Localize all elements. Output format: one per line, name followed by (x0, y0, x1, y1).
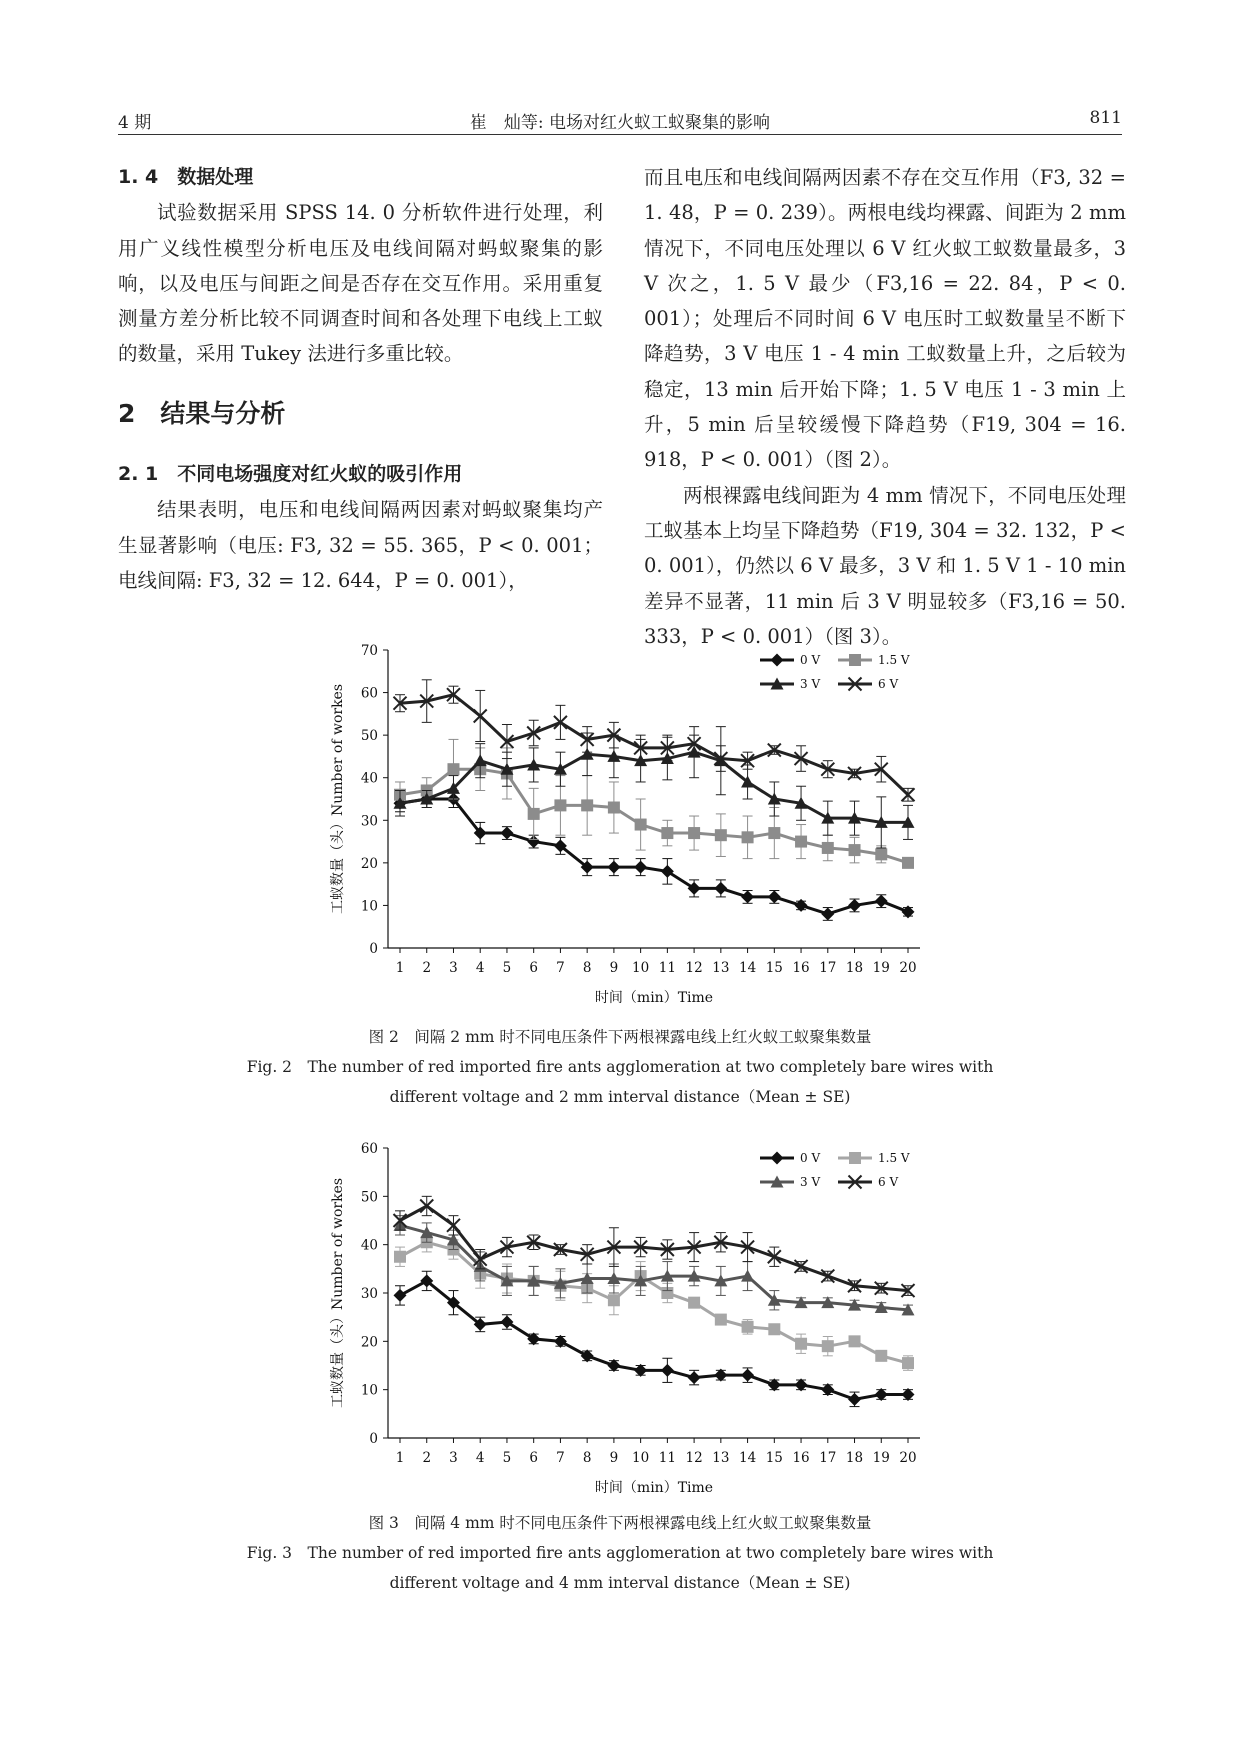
legend-marker (849, 1152, 861, 1164)
running-title: 崔 灿等: 电场对红火蚁工蚁聚集的影响 (469, 113, 771, 133)
y-tick-label: 50 (360, 1189, 378, 1206)
data-point (661, 1364, 674, 1377)
x-tick-label: 6 (529, 960, 538, 976)
legend-label: 0 V (800, 1151, 821, 1165)
data-point (768, 827, 780, 839)
x-tick-label: 20 (899, 960, 917, 976)
data-point (741, 1369, 754, 1382)
figure-3-caption-en-line1: Fig. 3 The number of red imported fire ants agglomeration at two completely bare wires with (246, 1544, 994, 1562)
x-tick-label: 14 (738, 1450, 757, 1466)
x-tick-label: 14 (738, 960, 757, 976)
legend (760, 653, 910, 691)
data-point (394, 1289, 407, 1302)
data-point (875, 895, 888, 908)
x-tick-label: 18 (845, 1450, 864, 1466)
section-2-heading: 2 结果与分析 (118, 398, 286, 428)
x-tick-label: 4 (475, 1450, 485, 1466)
x-tick-label: 3 (449, 1450, 458, 1466)
data-point (768, 890, 781, 903)
issue-number: 4 期 (118, 113, 152, 133)
data-point (822, 1340, 834, 1352)
data-point (608, 802, 620, 814)
y-tick-label: 60 (360, 685, 378, 702)
right-column (644, 160, 1126, 654)
data-point (635, 819, 647, 831)
figure-3-caption-en-line2: different voltage and 4 mm interval distance（Mean ± SE) (389, 1574, 851, 1592)
x-tick-label: 11 (658, 1450, 676, 1466)
legend-label: 6 V (878, 1175, 899, 1189)
x-axis-title: 时间（min）Time (594, 990, 714, 1006)
legend-label: 6 V (878, 677, 899, 691)
y-tick-label: 60 (360, 1141, 378, 1157)
x-tick-label: 9 (609, 960, 619, 976)
x-tick-label: 15 (765, 1450, 783, 1466)
x-tick-label: 11 (658, 960, 676, 976)
figure-2 (310, 640, 950, 1010)
y-tick-label: 30 (360, 1286, 378, 1302)
section-1-4-paragraph: 试验数据采用 SPSS 14. 0 分析软件进行处理，利用广义线性模型分析电压及电线间隔对蚂蚁聚集的影响，以及电压与间距之间是否存在交互作用。采用重复测量方差分析比较不同调查时间和各处理下电线上工蚁的数量，采用 Tukey 法进行多重比较。 (118, 201, 603, 366)
y-tick-label: 70 (360, 643, 378, 659)
section-2-1-paragraph: 结果表明，电压和电线间隔两因素对蚂蚁聚集均产生显著影响（电压: F3, 32 = 55. 365，P < 0. 001；电线间隔: F3, 32 = 12. 644，P = 0. 001）， (118, 498, 603, 592)
figure-3-chart (310, 1128, 950, 1498)
series-0-V (394, 1271, 915, 1406)
legend-marker (849, 654, 861, 666)
data-point (474, 754, 487, 766)
data-point (715, 829, 727, 841)
figure-3 (310, 1128, 950, 1498)
data-point (394, 1251, 406, 1263)
x-tick-label: 17 (819, 1450, 837, 1466)
x-tick-label: 1 (395, 960, 405, 976)
series-1-5-V (394, 1233, 914, 1371)
x-tick-label: 20 (899, 1450, 917, 1466)
data-point (661, 827, 673, 839)
x-tick-label: 8 (582, 1450, 592, 1466)
figure-3-caption (118, 1508, 1122, 1598)
x-tick-label: 18 (845, 960, 864, 976)
x-tick-label: 3 (449, 960, 458, 976)
x-tick-label: 9 (609, 1450, 619, 1466)
series-line (400, 799, 908, 914)
y-tick-label: 10 (360, 1382, 378, 1399)
data-point (634, 861, 647, 874)
data-point (715, 1314, 727, 1326)
x-tick-label: 16 (792, 1450, 810, 1466)
section-1-4-heading: 1. 4 数据处理 (118, 166, 254, 188)
x-tick-label: 4 (475, 960, 485, 976)
y-tick-label: 30 (360, 813, 378, 830)
figure-2-caption-en-line2: different voltage and 2 mm interval distance（Mean ± SE) (389, 1088, 851, 1106)
x-tick-label: 8 (582, 960, 592, 976)
x-tick-label: 12 (685, 1450, 703, 1466)
data-point (742, 1321, 754, 1333)
x-tick-label: 13 (712, 960, 730, 976)
data-point (902, 857, 914, 869)
x-tick-label: 2 (422, 960, 432, 976)
x-tick-label: 5 (502, 1450, 512, 1466)
x-tick-label: 19 (872, 960, 890, 976)
legend-label: 1.5 V (878, 1151, 910, 1165)
data-point (821, 907, 834, 920)
data-point (607, 861, 620, 874)
x-axis-title: 时间（min）Time (594, 1480, 714, 1496)
data-point (554, 799, 566, 811)
data-point (822, 842, 834, 854)
page-number: 811 (1089, 108, 1122, 128)
data-point (447, 763, 459, 775)
x-tick-label: 13 (712, 1450, 730, 1466)
series-line (400, 1281, 908, 1399)
x-tick-label: 6 (529, 1450, 538, 1466)
x-tick-label: 10 (632, 1450, 650, 1466)
legend (760, 1151, 910, 1189)
figure-2-chart (310, 640, 950, 1010)
data-point (581, 799, 593, 811)
y-axis-title: 工蚁数量（头）Number of workes (330, 1177, 346, 1409)
x-tick-label: 12 (685, 960, 703, 976)
data-point (528, 808, 540, 820)
data-point (848, 899, 861, 912)
data-point (849, 1335, 861, 1347)
series-6-V (394, 680, 915, 801)
figure-2-caption (118, 1022, 1122, 1112)
data-point (742, 831, 754, 843)
data-point (768, 1323, 780, 1335)
data-point (902, 1357, 914, 1369)
series-0-V (394, 790, 915, 920)
figure-2-caption-en-line1: Fig. 2 The number of red imported fire ants agglomeration at two completely bare wires with (246, 1058, 994, 1076)
x-tick-label: 15 (765, 960, 783, 976)
y-tick-label: 0 (369, 941, 378, 957)
results-paragraph-2: 两根裸露电线间距为 4 mm 情况下，不同电压处理工蚁基本上均呈下降趋势（F19, 304 = 32. 132，P < 0. 001），仍然以 6 V 最多，3 V 和 1. 5 V 1 - 10 min 差异不显著，11 min 后 3 V 明显较多（F3,16 = 50. 333，P < 0. 001）（图 3）。 (644, 483, 1126, 648)
data-point (688, 827, 700, 839)
figure-3-caption-cn: 图 3 间隔 4 mm 时不同电压条件下两根裸露电线上红火蚁工蚁聚集数量 (368, 1514, 872, 1532)
legend-marker (771, 654, 784, 667)
data-point (688, 1371, 701, 1384)
legend-marker (771, 1152, 784, 1165)
x-tick-label: 17 (819, 960, 837, 976)
data-point (795, 1338, 807, 1350)
y-tick-label: 40 (360, 1237, 378, 1254)
x-tick-label: 7 (556, 1450, 565, 1466)
x-tick-label: 7 (556, 960, 565, 976)
y-tick-label: 20 (360, 1334, 378, 1351)
data-point (849, 844, 861, 856)
series-6-V (394, 1196, 915, 1297)
running-header (118, 100, 1122, 134)
data-point (714, 882, 727, 895)
section-2-1-heading: 2. 1 不同电场强度对红火蚁的吸引作用 (118, 463, 463, 486)
x-tick-label: 2 (422, 1450, 432, 1466)
x-tick-label: 5 (502, 960, 512, 976)
legend-label: 1.5 V (878, 653, 910, 667)
series-line (400, 695, 908, 795)
data-point (608, 1294, 620, 1306)
header-rule (118, 134, 1122, 135)
data-point (688, 1297, 700, 1309)
y-tick-label: 40 (360, 770, 378, 787)
y-tick-label: 10 (360, 898, 378, 915)
data-point (795, 836, 807, 848)
y-tick-label: 20 (360, 855, 378, 872)
data-point (500, 827, 513, 840)
legend-label: 3 V (800, 1175, 821, 1189)
x-tick-label: 19 (872, 1450, 890, 1466)
results-paragraph-1: 而且电压和电线间隔两因素不存在交互作用（F3, 32 = 1. 48，P = 0. 239）。两根电线均裸露、间距为 2 mm 情况下，不同电压处理以 6 V 红火蚁工蚁数量最多，3 V 次之，1. 5 V 最少（F3,16 = 22. 84，P < 0. 001）；处理后不同时间 6 V 电压时工蚁数量呈不断下降趋势，3 V 电压 1 - 4 min 工蚁数量上升，之后较为稳定，13 min 后开始下降；1. 5 V 电压 1 - 3 min 上升，5 min 后呈较缓慢下降趋势（F19, 304 = 16. 918，P < 0. 001）（图 2）。 (644, 166, 1126, 472)
legend-label: 0 V (800, 653, 821, 667)
x-tick-label: 10 (632, 960, 650, 976)
y-axis-title: 工蚁数量（头）Number of workes (330, 683, 346, 915)
data-point (741, 890, 754, 903)
data-point (848, 1393, 861, 1406)
legend-label: 3 V (800, 677, 821, 691)
left-column (118, 160, 603, 598)
x-tick-label: 1 (395, 1450, 405, 1466)
y-tick-label: 0 (369, 1431, 378, 1447)
y-tick-label: 50 (360, 728, 378, 745)
data-point (875, 1350, 887, 1362)
x-tick-label: 16 (792, 960, 810, 976)
data-point (875, 848, 887, 860)
figure-2-caption-cn: 图 2 间隔 2 mm 时不同电压条件下两根裸露电线上红火蚁工蚁聚集数量 (368, 1028, 872, 1046)
